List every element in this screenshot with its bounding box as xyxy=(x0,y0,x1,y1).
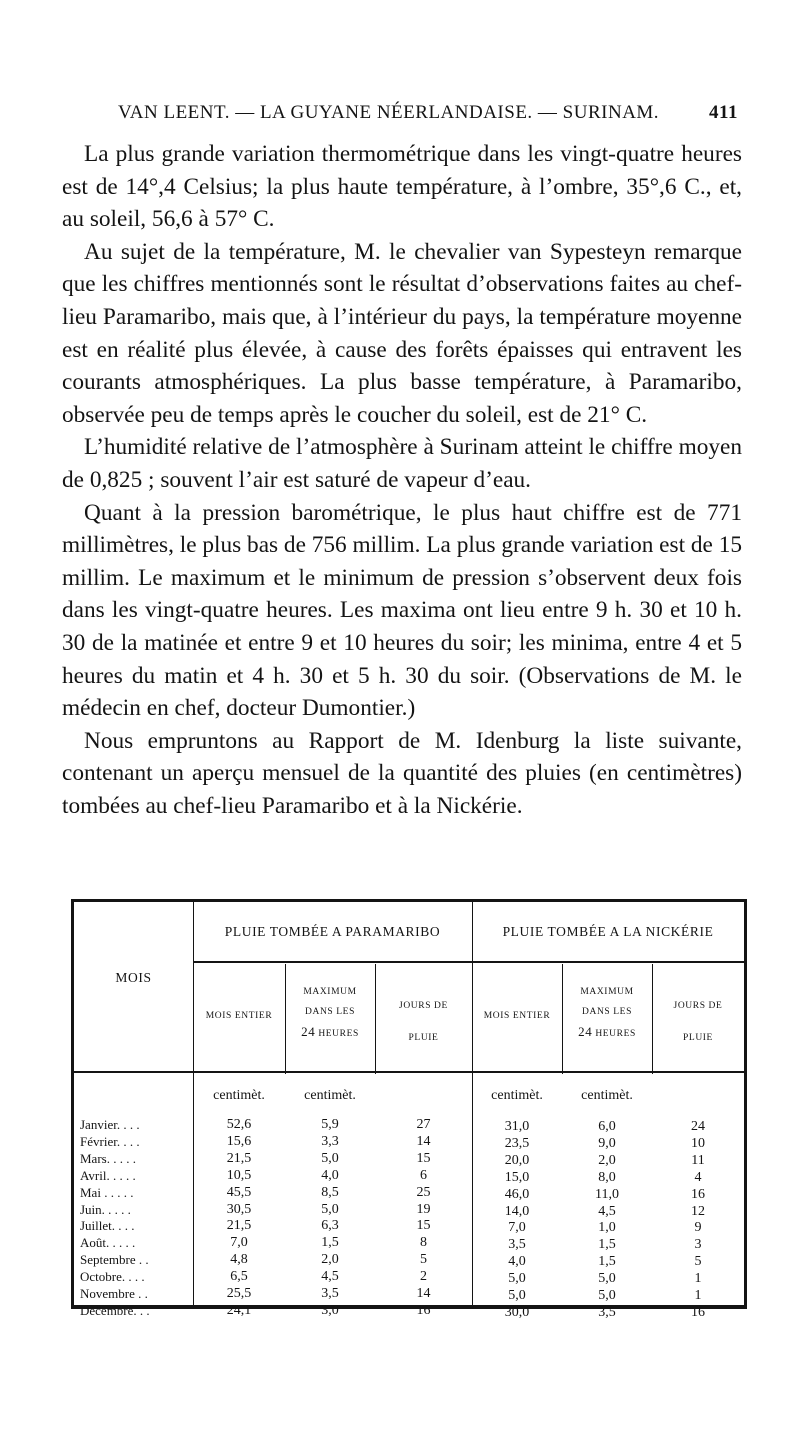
month-cell: Mars. . . . . xyxy=(80,1150,136,1166)
month-cell: Janvier. . . . xyxy=(80,1117,140,1132)
n-max-cell: 4,5 xyxy=(598,1203,616,1219)
p-max-cell: 4,0 xyxy=(321,1167,339,1183)
p-jours-cell: 19 xyxy=(416,1201,431,1217)
n-max-cell: 6,0 xyxy=(598,1119,616,1134)
n-jours-cell: 3 xyxy=(694,1237,702,1253)
unit-p-max: centimèt. xyxy=(304,1088,356,1103)
month-cell: Août. . . . . xyxy=(80,1235,136,1251)
p-total-cell: 30,5 xyxy=(226,1201,252,1217)
running-title: VAN LEENT. — LA GUYANE NÉERLANDAISE. — SURINAM. xyxy=(118,102,660,123)
n-jours-cell: 5 xyxy=(694,1254,702,1270)
n-jours-cell: 16 xyxy=(691,1304,705,1320)
n-jours-cell: 1 xyxy=(694,1271,702,1287)
p-total-cell: 6,5 xyxy=(230,1269,248,1285)
paragraph-pressure: Quant à la pression barométrique, le plus haut chiffre est de 771 millimètres, le plus bas de 756 millim. La plus grande variation est de 15 millim. Le maximum et le minimum de pression s’observent deux fois dans les vingt-quatre heures. Les maxima ont lieu entre 9 h. 30 et 10 h. 30 de la matinée et entre 9 et 10 heures du soir; les minima, entre 4 et 5 heures du matin et 4 h. 30 et 5 h. 30 du soir. (Observations de M. le médecin en chef, docteur Dumontier.) xyxy=(62,499,743,722)
header-p-jours: JOURS DE PLUIE xyxy=(399,1001,448,1043)
p-max-cell: 3,3 xyxy=(321,1133,339,1149)
n-max-cell: 9,0 xyxy=(598,1135,616,1151)
month-cell: Février. . . . xyxy=(80,1133,140,1149)
rainfall-table xyxy=(71,899,747,1320)
n-total-cell: 23,5 xyxy=(504,1135,530,1151)
n-total-cell: 5,0 xyxy=(508,1288,526,1303)
n-total-cell: 5,0 xyxy=(508,1271,526,1287)
p-max-cell: 4,5 xyxy=(321,1269,339,1285)
month-cell: Novembre . . xyxy=(80,1286,148,1301)
n-jours-cell: 1 xyxy=(694,1288,702,1303)
month-cell: Mai . . . . . xyxy=(80,1184,134,1200)
n-jours-cell: 9 xyxy=(694,1220,702,1236)
n-max-cell: 5,0 xyxy=(598,1271,616,1287)
paragraph-humidity: L’humidité relative de l’atmosphère à Surinam atteint le chiffre moyen de 0,825 ; souvent l’air est saturé de vapeur d’eau. xyxy=(62,434,742,493)
n-jours-cell: 4 xyxy=(694,1169,702,1185)
header-p-maximum: MAXIMUM DANS LES 24 HEURES xyxy=(301,987,359,1039)
paragraph-sypesteyn: Au sujet de la température, M. le chevalier van Sypesteyn remarque que les chiffres mentionnés sont le résultat d’observations faites au chef-lieu Paramaribo, mais que, à l’intérieur du pays, la température moyenne est en réalité plus élevée, à cause des forêts épaisses qui entravent les courants atmosphériques. La plus basse température, à Paramaribo, observée peu de temps après le coucher du soleil, est de 21° C. xyxy=(62,238,742,428)
n-total-cell: 7,0 xyxy=(508,1220,526,1236)
n-max-cell: 1,0 xyxy=(598,1220,616,1236)
p-jours-cell: 6 xyxy=(420,1167,427,1183)
month-cell: Juin. . . . . xyxy=(80,1201,131,1217)
p-jours-cell: 15 xyxy=(416,1150,431,1166)
n-max-cell: 2,0 xyxy=(598,1152,616,1168)
p-total-cell: 21,5 xyxy=(226,1150,252,1166)
n-total-cell: 3,5 xyxy=(508,1237,526,1253)
p-jours-cell: 5 xyxy=(420,1252,427,1268)
p-jours-cell: 2 xyxy=(420,1269,427,1285)
n-total-cell: 30,0 xyxy=(504,1304,530,1320)
month-cell: Juillet. . . . xyxy=(80,1218,135,1234)
p-max-cell: 2,0 xyxy=(321,1252,339,1268)
unit-p-total: centimèt. xyxy=(213,1088,265,1103)
p-total-cell: 10,5 xyxy=(226,1167,252,1183)
p-total-cell: 4,8 xyxy=(230,1252,248,1268)
n-max-cell: 5,0 xyxy=(598,1288,616,1303)
p-jours-cell: 14 xyxy=(416,1286,431,1301)
month-cell: Septembre . . xyxy=(80,1252,149,1268)
n-jours-cell: 10 xyxy=(691,1135,705,1151)
n-max-cell: 3,5 xyxy=(598,1304,616,1320)
n-total-cell: 15,0 xyxy=(504,1169,530,1185)
n-total-cell: 20,0 xyxy=(504,1152,530,1168)
rule-group-paramaribo xyxy=(193,961,472,963)
n-max-cell: 8,0 xyxy=(598,1169,616,1185)
body-text xyxy=(62,138,742,822)
p-jours-cell: 27 xyxy=(416,1117,431,1132)
month-cell: Avril. . . . . xyxy=(80,1167,136,1183)
n-max-cell: 1,5 xyxy=(598,1237,616,1253)
p-jours-cell: 8 xyxy=(420,1235,427,1251)
n-total-cell: 46,0 xyxy=(504,1186,530,1202)
rule-header-bottom xyxy=(74,1071,744,1073)
p-total-cell: 21,5 xyxy=(226,1218,252,1234)
p-total-cell: 7,0 xyxy=(230,1235,248,1251)
n-max-cell: 1,5 xyxy=(598,1254,616,1270)
n-jours-cell: 24 xyxy=(691,1119,705,1134)
p-max-cell: 1,5 xyxy=(321,1235,339,1251)
p-max-cell: 5,9 xyxy=(321,1117,339,1132)
n-total-cell: 14,0 xyxy=(504,1203,530,1219)
header-n-maximum: MAXIMUM DANS LES 24 HEURES xyxy=(578,987,636,1039)
p-max-cell: 3,0 xyxy=(321,1302,339,1318)
unit-n-max: centimèt. xyxy=(581,1088,633,1103)
p-jours-cell: 15 xyxy=(416,1218,431,1234)
n-total-cell: 31,0 xyxy=(504,1119,530,1134)
n-total-cell: 4,0 xyxy=(508,1254,526,1270)
n-max-cell: 11,0 xyxy=(595,1186,619,1202)
running-header xyxy=(118,102,738,132)
n-jours-cell: 12 xyxy=(691,1203,705,1219)
header-mois: MOIS xyxy=(115,970,152,985)
month-cell: Octobre. . . . xyxy=(80,1269,145,1285)
p-max-cell: 6,3 xyxy=(321,1218,339,1234)
p-max-cell: 5,0 xyxy=(321,1150,339,1166)
n-jours-cell: 11 xyxy=(691,1152,705,1168)
p-total-cell: 52,6 xyxy=(226,1117,252,1132)
p-jours-cell: 16 xyxy=(416,1302,431,1318)
paragraph-rain-intro: Nous empruntons au Rapport de M. Idenburg la liste suivante, contenant un aperçu mensuel de la quantité des pluies (en centimètres) tombées au chef-lieu Paramaribo et à la Nickérie. xyxy=(62,727,742,819)
p-max-cell: 5,0 xyxy=(321,1201,339,1217)
p-jours-cell: 25 xyxy=(416,1184,431,1200)
p-total-cell: 45,5 xyxy=(226,1184,252,1200)
header-nickerie: PLUIE TOMBÉE A LA NICKÉRIE xyxy=(502,924,714,939)
p-total-cell: 25,5 xyxy=(226,1286,252,1301)
page-number: 411 xyxy=(709,102,738,123)
header-n-jours: JOURS DE PLUIE xyxy=(673,1001,723,1043)
month-cell: Décembre. . . xyxy=(80,1302,150,1318)
p-total-cell: 15,6 xyxy=(226,1133,252,1149)
p-total-cell: 24,1 xyxy=(226,1302,252,1318)
unit-n-total: centimèt. xyxy=(491,1088,543,1103)
p-jours-cell: 14 xyxy=(416,1133,431,1149)
header-p-mois-entier: MOIS ENTIER xyxy=(205,1011,273,1021)
header-paramaribo: PLUIE TOMBÉE A PARAMARIBO xyxy=(224,924,441,939)
paragraph-temperature-variation: La plus grande variation thermométrique dans les vingt-quatre heures est de 14°,4 Celsius; la plus haute température, à l’ombre, 35°,6 C., et, au soleil, 56,6 à 57° C. xyxy=(62,141,742,233)
p-max-cell: 8,5 xyxy=(321,1184,339,1200)
rule-group-nickerie xyxy=(472,961,744,963)
p-max-cell: 3,5 xyxy=(321,1286,339,1301)
n-jours-cell: 16 xyxy=(691,1186,705,1202)
header-n-mois-entier: MOIS ENTIER xyxy=(483,1011,551,1021)
